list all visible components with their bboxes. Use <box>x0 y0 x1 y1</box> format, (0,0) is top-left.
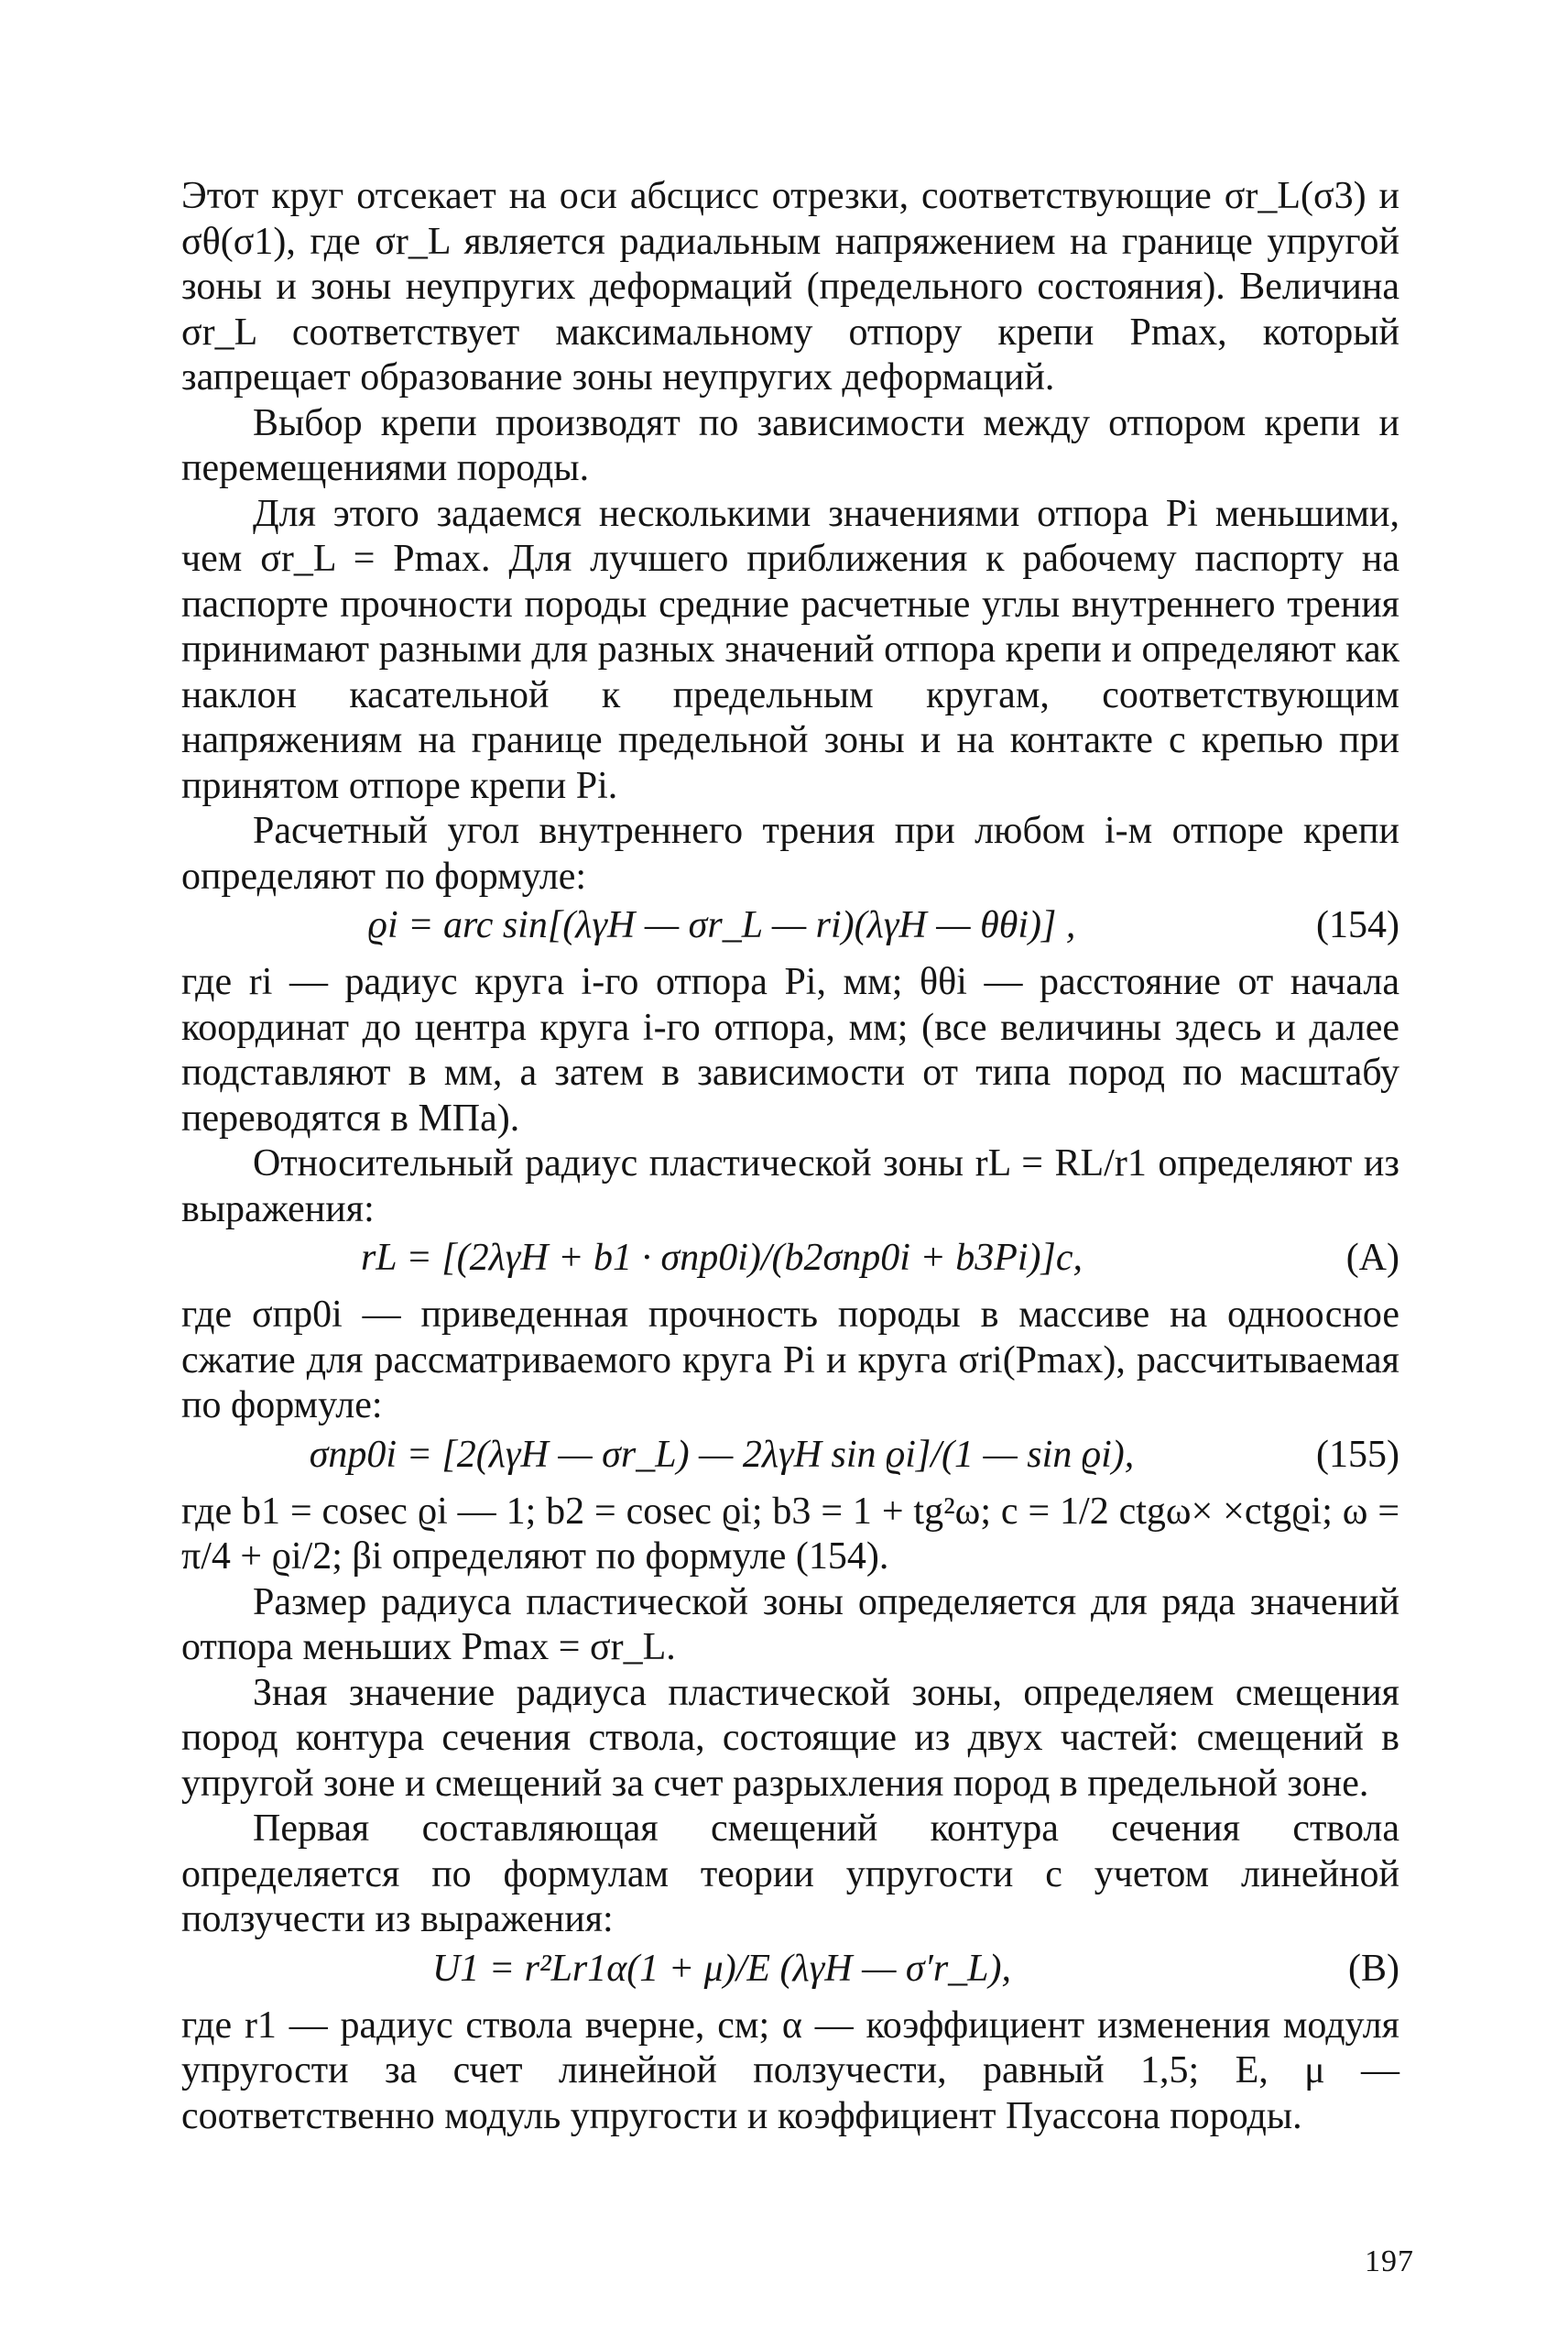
paragraph-6: Относительный радиус пластической зоны rL = RL/r1 определяют из выражения: <box>181 1142 1399 1230</box>
paragraph-1: Этот круг отсекает на оси абсцисс отрезки, соответствующие σr_L(σ3) и σθ(σ1), где σr_L является радиальным напряжением на границе упругой зоны и зоны неупругих деформаций (предельного состояния). Величина σr_L соответствует максимальному отпору крепи Pmax, который запрещает образование зоны неупругих деформаций. <box>181 175 1399 399</box>
paragraph-2: Выбор крепи производят по зависимости между отпором крепи и перемещениями породы. <box>181 401 1399 489</box>
formula-a <box>181 1236 1399 1289</box>
formula-number: (B) <box>1348 1947 1399 1990</box>
paragraph-7: где σпр0i — приведенная прочность породы в массиве на одноосное сжатие для рассматриваемого круга Pi и круга σri(Pmax), рассчитываемая по формуле: <box>181 1294 1399 1426</box>
paragraph-8: где b1 = cosec ϱi — 1; b2 = cosec ϱi; b3 = 1 + tg²ω; c = 1/2 ctgω× ×ctgϱi; ω = π/4 + ϱi/2; βi определяют по формуле (154). <box>181 1490 1399 1578</box>
paragraph-3: Для этого задаемся несколькими значениями отпора Pi меньшими, чем σr_L = Pmax. Для лучшего приближения к рабочему паспорту на паспорте прочности породы средние расчетные углы внутреннего трения принимают разными для разных значений отпора крепи и определяют как наклон касательной к предельным кругам, соответствующим напряжениям на границе предельной зоны и на контакте с крепью при принятом отпоре крепи Pi. <box>181 492 1399 807</box>
formula-155 <box>181 1433 1399 1486</box>
paragraph-4: Расчетный угол внутреннего трения при любом i-м отпоре крепи определяют по формуле: <box>181 810 1399 898</box>
formula-expression: ϱi = arc sin[(λγH — σr_L — ri)(λγH — θθi)] , <box>367 904 1076 946</box>
page-number: 197 <box>1365 2244 1414 2278</box>
formula-expression: U1 = r²Lr1α(1 + μ)/E (λγH — σ′r_L), <box>431 1947 1012 1990</box>
text-block <box>181 174 1399 2139</box>
formula-number: (155) <box>1316 1433 1399 1476</box>
paragraph-5: где ri — радиус круга i-го отпора Pi, мм; θθi — расстояние от начала координат до центра круга i-го отпора, мм; (все величины здесь и далее подставляют в мм, а затем в зависимости от типа пород по масштабу переводятся в МПа). <box>181 961 1399 1140</box>
formula-number: (A) <box>1345 1237 1399 1279</box>
paragraph-9: Размер радиуса пластической зоны определяется для ряда значений отпора меньших Pmax = σr_L. <box>181 1580 1399 1668</box>
paragraph-10: Зная значение радиуса пластической зоны, определяем смещения пород контура сечения ствола, состоящие из двух частей: смещений в упругой зоне и смещений за счет разрыхления пород в предельной зоне. <box>181 1671 1399 1805</box>
formula-b <box>181 1947 1399 2000</box>
paragraph-11: Первая составляющая смещений контура сечения ствола определяется по формулам теории упругости с учетом линейной ползучести из выражения: <box>181 1807 1399 1940</box>
formula-154 <box>181 903 1399 956</box>
formula-expression: σпр0i = [2(λγH — σr_L) — 2λγH sin ϱi]/(1 — sin ϱi), <box>309 1433 1135 1476</box>
formula-number: (154) <box>1316 904 1399 946</box>
paragraph-12: где r1 — радиус ствола вчерне, см; α — коэффициент изменения модуля упругости за счет линейной ползучести, равный 1,5; E, μ — соответственно модуль упругости и коэффициент Пуассона породы. <box>181 2004 1399 2137</box>
formula-expression: rL = [(2λγH + b1 · σпр0i)/(b2σпр0i + b3Pi)]c, <box>360 1237 1083 1279</box>
